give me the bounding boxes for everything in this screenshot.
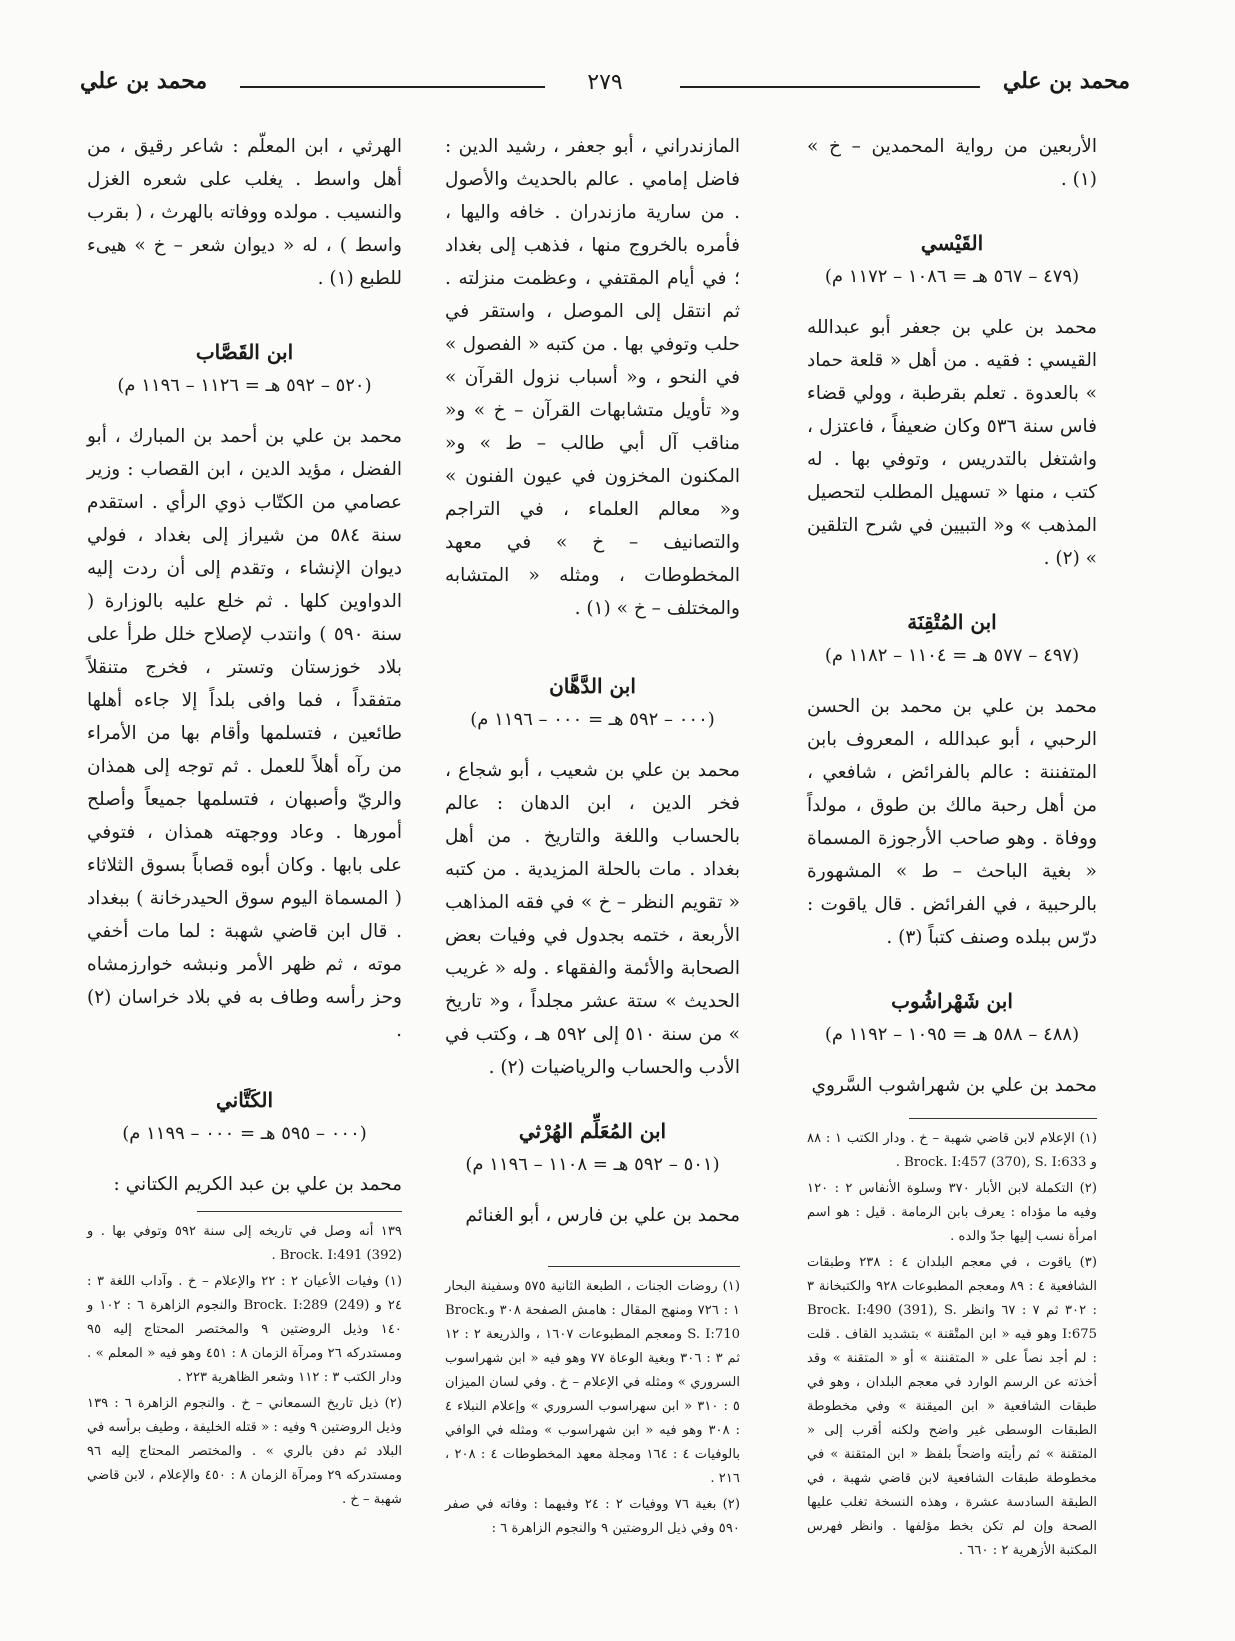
entry-text: محمد بن علي بن عبد الكريم الكتاني : bbox=[113, 1174, 402, 1195]
entry-title: ابن الدَّهَّان bbox=[549, 674, 636, 698]
entry-dates: (٤٩٧ – ٥٧٧ هـ = ١١٠٤ – ١١٨٢ م) bbox=[824, 645, 1080, 666]
entry-title: القَيْسي bbox=[920, 231, 984, 255]
footnote: ١٣٩ أنه وصل في تاريخه إلى سنة ٥٩٢ وتوفي بها . و Brock. I:491 (392) . bbox=[87, 1224, 402, 1263]
entry-text: محمد بن علي بن شهراشوب السَّروي bbox=[811, 1075, 1097, 1096]
column-middle bbox=[445, 130, 740, 1543]
running-head-left: محمد بن علي bbox=[80, 68, 208, 94]
column-right bbox=[807, 130, 1097, 1565]
entry-title: ابن شَهْراشُوب bbox=[891, 989, 1013, 1013]
footnotes bbox=[87, 1220, 402, 1512]
footnotes bbox=[445, 1275, 740, 1541]
entry-dates: (٥٠١ – ٥٩٢ هـ = ١١٠٨ – ١١٩٦ م) bbox=[465, 1154, 720, 1175]
entry-title: الكَتَّاني bbox=[215, 1088, 274, 1112]
entry-dates: (٥٢٠ – ٥٩٢ هـ = ١١٢٦ – ١١٩٦ م) bbox=[117, 375, 372, 396]
entry-text: محمد بن علي بن فارس ، أبو الغنائم bbox=[465, 1205, 740, 1226]
running-head-right: محمد بن علي bbox=[1002, 68, 1130, 94]
footnote: (٢) بغية ٧٦ ووفيات ٢ : ٢٤ وفيهما : وفاته في صفر ٥٩٠ وفي ذيل الروضتين ٩ والنجوم الزاهرة ٦ : bbox=[445, 1497, 740, 1536]
header-rule-left bbox=[240, 86, 545, 88]
entry-title: ابن القَصَّاب bbox=[195, 340, 294, 364]
header-rule-right bbox=[680, 86, 980, 88]
entry-title: ابن المُتْقِنَة bbox=[907, 610, 997, 634]
footnote: (١) وفيات الأعيان ٢ : ٢٢ والإعلام – خ . وآداب اللغة ٣ : ٢٤ و Brock. I:289 (249) والنجوم الزاهرة ٦ : ١٠٢ و ١٤٠ وذيل الروضتين ٩ والمختصر المحتاج إليه ٩٥ ومستدركه ٢٦ ومرآة الزمان ٨ : ٤٥١ وهو فيه « المعلم » . ودار الكتب ٣ : ١١٢ وشعر الظاهرية ٢٢٣ . bbox=[87, 1274, 403, 1385]
column-left bbox=[87, 130, 402, 1514]
entry-dates: (٠٠٠ – ٥٩٢ هـ = ٠٠٠ – ١١٩٦ م) bbox=[470, 709, 715, 730]
entry-text: محمد بن علي بن جعفر أبو عبدالله القيسي : فقيه . من أهل « قلعة حماد » بالعدوة . تعلم بقرطبة ، وولي قضاء فاس سنة ٥٣٦ وكان ضعيفاً ، فاعتزل ، واشتغل بالتدريس ، وتوفي بها . له كتب ، منها « تسهيل المطلب لتحصيل المذهب » و« التبيين في شرح التلقين » (٢) . bbox=[807, 317, 1097, 569]
entry-title: ابن المُعَلِّم الهُرْثي bbox=[518, 1119, 667, 1143]
continued-text: المازندراني ، أبو جعفر ، رشيد الدين : فاضل إمامي . عالم بالحديث والأصول . من سارية مازندران . خافه واليها ، فأمره بالخروج منها ، فذهب إلى بغداد ؛ في أيام المقتفي ، وعظمت منزلته . ثم انتقل إلى الموصل ، واستقر في حلب وتوفي بها . من كتبه « الفصول » في النحو ، و« أسباب نزول القرآن » و« تأويل متشابهات القرآن – خ » و« مناقب آل أبي طالب – ط » و« المكنون المخزون في عيون الفنون » و« معالم العلماء ، في التراجم والتصانيف – خ » في معهد المخطوطات ، ومثله « المتشابه والمختلف – خ » (١) . bbox=[445, 136, 740, 619]
footnote: (١) الإعلام لابن قاضي شهبة – خ . ودار الكتب ١ : ٨٨ و Brock. I:457 (370), S. I:633 . bbox=[807, 1131, 1098, 1170]
page-header bbox=[80, 68, 1130, 108]
footnote: (٢) التكملة لابن الأبار ٣٧٠ وسلوة الأنفاس ٢ : ١٢٠ وفيه ما مؤداه : يعرف بابن الرمامة . قيل : هو اسم امرأة نسب إليها جدّ والده . bbox=[807, 1181, 1098, 1244]
continued-text: الهرثي ، ابن المعلّم : شاعر رقيق ، من أهل واسط . يغلب على شعره الغزل والنسيب . مولده ووفاته بالهرث ، ( بقرب واسط ) ، له « ديوان شعر – خ » هيىء للطبع (١) . bbox=[87, 136, 402, 289]
entry-dates: (٠٠٠ – ٥٩٥ هـ = ٠٠٠ – ١١٩٩ م) bbox=[122, 1123, 367, 1144]
continued-text: الأربعين من رواية المحمدين – خ » (١) . bbox=[807, 136, 1097, 190]
footnote-rule bbox=[548, 1266, 740, 1267]
page-number: ٢٧٩ bbox=[579, 70, 630, 95]
footnote: (٢) ذيل تاريخ السمعاني – خ . والنجوم الزاهرة ٦ : ١٣٩ وذيل الروضتين ٩ وفيه : « قتله الخليفة ، وطيف برأسه في البلاد ثم دفن بالري » . والمختصر المحتاج إليه ٩٦ ومستدركه ٢٩ ومرآة الزمان ٨ : ٤٥٠ والإعلام ، لابن قاضي شهبة – خ . bbox=[87, 1396, 402, 1507]
footnote: (٣) ياقوت ، في معجم البلدان ٤ : ٢٣٨ وطبقات الشافعية ٤ : ٨٩ ومعجم المطبوعات ٩٢٨ والكتبخانة ٣ : ٣٠٢ ثم ٧ : ٦٧ وانظر Brock. I:490 (391), S. I:675 وهو فيه « ابن المتْقنة » بتشديد القاف . قلت : لم أجد نصاً على « المتفننة » أو « المتقنة » وقد أخذته عن الرسم الوارد في معجم البلدان ، وهو في طبقات الشافعية « ابن الميقنة » وفي مخطوطة الطبقات الوسطى غير واضح ولكنه أقرب إلى « المتقنة » ثم رأيته واضحاً بلفظ « ابن المتقنة » في مخطوطة طبقات الشافعية لابن قاضي شهبة ، في الطبقة السادسة عشرة ، وهذه النسخة تغلب عليها الصحة وإن لم تكن بخط مؤلفها . وانظر فهرس المكتبة الأزهرية ٢ : ٦٦٠ . bbox=[807, 1255, 1098, 1558]
entry-dates: (٤٨٨ – ٥٨٨ هـ = ١٠٩٥ – ١١٩٢ م) bbox=[824, 1024, 1080, 1045]
entry-text: محمد بن علي بن شعيب ، أبو شجاع ، فخر الدين ، ابن الدهان : عالم بالحساب واللغة والتاريخ . من أهل بغداد . مات بالحلة المزيدية . من كتبه « تقويم النظر – خ » في فقه المذاهب الأربعة ، ختمه بجدول في وفيات بعض الصحابة والأئمة والفقهاء . وله « غريب الحديث » ستة عشر مجلداً ، و« تاريخ » من سنة ٥١٠ إلى ٥٩٢ هـ ، وكتب في الأدب والحساب والرياضيات (٢) . bbox=[445, 760, 740, 1078]
entry-text: محمد بن علي بن أحمد بن المبارك ، أبو الفضل ، مؤيد الدين ، ابن القصاب : وزير عصامي من الكتّاب ذوي الرأي . استقدم سنة ٥٨٤ من شيراز إلى بغداد ، فولي ديوان الإنشاء ، وتقدم إلى أن ردت إليه الدواوين كلها . ثم خلع عليه بالوزارة ( سنة ٥٩٠ ) وانتدب لإصلاح خلل طرأ على بلاد خوزستان وتستر ، فخرج متنقلاً متفقداً ، فما وافى بلداً إلا جاءه أهلها طائعين ، فتسلمها وأقام بها من الأمراء من رآه أهلاً للعمل . ثم توجه إلى همذان والريّ وأصبهان ، فتسلمها جميعاً وأصلح أمورها . وعاد ووجهته همذان ، فتوفي على بابها . وكان أبوه قصاباً بسوق الثلاثاء ( المسماة اليوم سوق الحيدرخانة ) ببغداد . قال ابن قاضي شهبة : لما مات أخفي موته ، ثم ظهر الأمر ونبشه خوارزمشاه وحز رأسه وطاف به في بلاد خراسان (٢) . bbox=[87, 426, 402, 1041]
entry-dates: (٤٧٩ – ٥٦٧ هـ = ١٠٨٦ – ١١٧٢ م) bbox=[824, 266, 1080, 287]
entry-text: محمد بن علي بن محمد بن الحسن الرحبي ، أبو عبدالله ، المعروف بابن المتفننة : عالم بالفرائض ، شافعي ، من أهل رحبة مالك بن طوق ، مولداً ووفاة . وهو صاحب الأرجوزة المسماة « بغية الباحث – ط » المشهورة بالرحبية ، في الفرائض . قال ياقوت : درّس ببلده وصنف كتباً (٣) . bbox=[807, 696, 1097, 948]
footnote-rule bbox=[909, 1118, 1098, 1119]
footnotes bbox=[807, 1127, 1097, 1563]
footnote-rule bbox=[197, 1211, 402, 1212]
footnote: (١) روضات الجنات ، الطبعة الثانية ٥٧٥ وسفينة البحار ١ : ٧٢٦ ومنهج المقال : هامش الصفحة ٣٠٨ وBrock. S. I:710 ومعجم المطبوعات ١٦٠٧ ، والذريعة ٢ : ١٢ ثم ٣ : ٣٠٦ وبغية الوعاة ٧٧ وهو فيه « ابن شهراسوب السروري » ومثله في الإعلام – خ . وفي لسان الميزان ٥ : ٣١٠ « ابن سهراسوب السروري » وإعلام النبلاء ٤ : ٣٠٨ وهو فيه « ابن شهراسوب » ومثله في الوافي بالوفيات ٤ : ١٦٤ ومجلة معهد المخطوطات ٤ : ٢٠٨ ، ٢١٦ . bbox=[445, 1279, 741, 1486]
